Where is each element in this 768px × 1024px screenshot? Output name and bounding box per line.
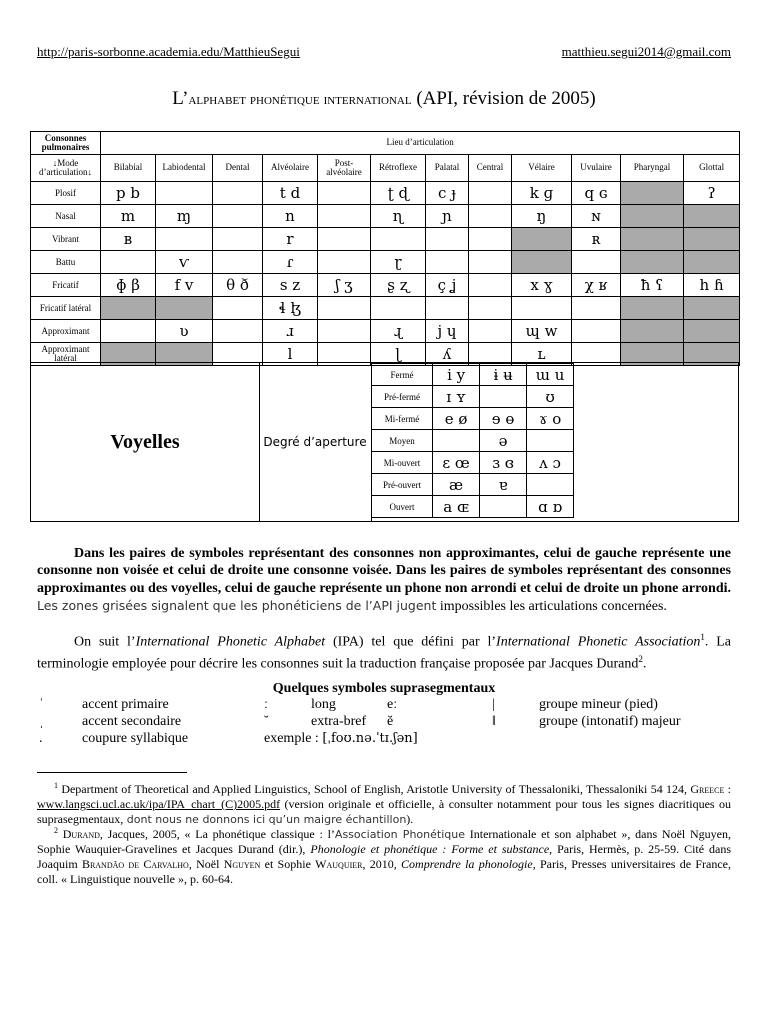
ipa-cell: h ɦ	[684, 274, 740, 297]
ipa-cell	[621, 320, 684, 343]
aperture-level: Ouvert	[372, 496, 433, 518]
ipa-cell: ɸ β	[101, 274, 156, 297]
header-email[interactable]: matthieu.segui2014@gmail.com	[561, 44, 731, 59]
ipa-cell: ɾ	[263, 251, 318, 274]
vowel-blank	[574, 408, 738, 430]
vowel-cell	[527, 474, 574, 496]
place-5: Rétroflexe	[371, 155, 426, 182]
table-corner-label: Consonnes pulmonaires	[31, 132, 101, 155]
aperture-level: Mi-ouvert	[372, 452, 433, 474]
paragraph-1: Dans les paires de symboles représentant des consonnes non approximantes, celui de gauche représente une consonne non voisée et celui de droite une consonne voisée. Dans les paires de symboles représentant des consonnes approximantes ou des voyelles, celui de gauche représente un phone non arrondi et celui de droite un phone arrondi. Les zones grisées signalent que les phonéticiens de l’API jugent impossibles les articulations concernées.	[37, 546, 731, 614]
ipa-cell: ɬ ɮ	[263, 297, 318, 320]
supra-row: ˌ accent secondaire ˘ extra-bref ĕ ‖ groupe (intonatif) majeur	[39, 714, 681, 729]
ipa-cell: c ɟ	[426, 182, 469, 205]
paragraph-2: On suit l’International Phonetic Alphabet (IPA) tel que défini par l’International Phonetic Association$^1$. La terminologie employée pour décrire les consonnes suit la traduction française proposée par Jacques Durand$^2$.	[37, 632, 732, 672]
footnote-separator	[37, 772, 187, 773]
ipa-cell	[318, 228, 371, 251]
footnote-1: $^1$ Department of Theoretical and Applied Linguistics, School of English, Aristotle University of Thessaloniki, Thessaloniki 54 124, Greece : www.langsci.ucl.ac.uk/ipa/IPA_chart_(C)2005.pdf (version originale et officielle, à consulter notamment pour tous les signes diacritiques ou suprasegmentaux, dont nous ne donnons ici qu’un maigre échantillon).	[37, 781, 731, 826]
suprasegmental-title: Quelques symboles suprasegmentaux	[272, 681, 496, 696]
ipa-cell: x ɣ	[512, 274, 572, 297]
ipa-cell	[621, 205, 684, 228]
vowel-cell: ɛ œ	[432, 452, 479, 474]
aperture-level: Pré-fermé	[372, 386, 433, 408]
vowel-cell: ɜ ɞ	[480, 452, 527, 474]
ipa-cell	[318, 320, 371, 343]
ipa-cell	[621, 228, 684, 251]
ipa-cell	[101, 320, 156, 343]
ipa-cell	[213, 297, 263, 320]
vowel-cell: i y	[432, 364, 479, 386]
vowel-cell: ə	[480, 430, 527, 452]
place-6: Palatal	[426, 155, 469, 182]
supra-row: ˈ accent primaire ː long eː | groupe mineur (pied)	[39, 697, 658, 712]
ipa-cell	[684, 251, 740, 274]
aperture-level: Fermé	[372, 364, 433, 386]
place-0: Bilabial	[101, 155, 156, 182]
ipa-cell	[426, 297, 469, 320]
ipa-cell: ç ʝ	[426, 274, 469, 297]
supra-row: . coupure syllabique exemple : [ˌfoʊ.nə.ˈtɪ.ʃən]	[39, 731, 418, 746]
place-4: Post-alvéolaire	[318, 155, 371, 182]
manner-label: Approximant latéral	[31, 343, 101, 366]
ipa-cell	[371, 228, 426, 251]
ipa-cell	[213, 251, 263, 274]
manner-label: Fricatif	[31, 274, 101, 297]
vowel-cell: a ɶ	[432, 496, 479, 518]
ipa-cell: n	[263, 205, 318, 228]
manner-label: Plosif	[31, 182, 101, 205]
ipa-cell: t d	[263, 182, 318, 205]
ipa-cell	[469, 251, 512, 274]
place-11: Glottal	[684, 155, 740, 182]
ipa-cell: ħ ʕ	[621, 274, 684, 297]
ipa-cell	[512, 297, 572, 320]
place-3: Alvéolaire	[263, 155, 318, 182]
ipa-cell: ʈ ɖ	[371, 182, 426, 205]
header-link[interactable]: http://paris-sorbonne.academia.edu/MatthieuSegui	[37, 44, 300, 59]
ipa-cell	[101, 251, 156, 274]
ipa-cell	[469, 320, 512, 343]
ipa-cell: ɲ	[426, 205, 469, 228]
vowel-cell: ɨ ʉ	[480, 364, 527, 386]
ipa-cell	[512, 228, 572, 251]
ipa-cell: ʔ	[684, 182, 740, 205]
ipa-cell	[213, 320, 263, 343]
vowel-blank	[574, 496, 738, 518]
ipa-cell	[371, 297, 426, 320]
ipa-cell	[512, 251, 572, 274]
vowel-section	[30, 362, 739, 522]
vowel-cell: ʊ	[527, 386, 574, 408]
manner-label: Vibrant	[31, 228, 101, 251]
vowel-cell: ʌ ɔ	[527, 452, 574, 474]
ipa-cell	[156, 182, 213, 205]
ipa-cell: ʀ	[572, 228, 621, 251]
aperture-level: Moyen	[372, 430, 433, 452]
ipa-cell: p b	[101, 182, 156, 205]
ipa-cell	[621, 251, 684, 274]
ipa-cell	[213, 228, 263, 251]
ipa-cell: ɳ	[371, 205, 426, 228]
vowel-cell	[432, 430, 479, 452]
ipa-cell: χ ʁ	[572, 274, 621, 297]
ipa-cell: q ɢ	[572, 182, 621, 205]
ipa-cell: ɴ	[572, 205, 621, 228]
ipa-cell: j ɥ	[426, 320, 469, 343]
ipa-cell: k ɡ	[512, 182, 572, 205]
ipa-cell: ʎ	[426, 343, 469, 366]
ipa-cell: ʃ ʒ	[318, 274, 371, 297]
place-10: Pharyngal	[621, 155, 684, 182]
suprasegmental-list	[37, 697, 737, 748]
vowel-blank	[574, 452, 738, 474]
ipa-cell	[156, 228, 213, 251]
ipa-cell: ⱱ	[156, 251, 213, 274]
aperture-level: Pré-ouvert	[372, 474, 433, 496]
ipa-cell	[684, 297, 740, 320]
ipa-cell: r	[263, 228, 318, 251]
ipa-cell	[318, 297, 371, 320]
vowel-cell: ɐ	[480, 474, 527, 496]
ipa-cell: ʙ	[101, 228, 156, 251]
ipa-cell: ŋ	[512, 205, 572, 228]
ipa-cell: f v	[156, 274, 213, 297]
ipa-cell	[621, 182, 684, 205]
ipa-cell	[469, 205, 512, 228]
aperture-label: Degré d’aperture	[259, 363, 372, 521]
ipa-cell	[469, 297, 512, 320]
manner-label: Nasal	[31, 205, 101, 228]
place-9: Uvulaire	[572, 155, 621, 182]
ipa-cell	[684, 320, 740, 343]
ipa-cell: ɹ	[263, 320, 318, 343]
ipa-cell	[318, 251, 371, 274]
vowel-cell: ɯ u	[527, 364, 574, 386]
footnote-link[interactable]: www.langsci.ucl.ac.uk/ipa/IPA_chart_(C)2005.pdf	[37, 797, 281, 811]
ipa-cell	[101, 297, 156, 320]
ipa-cell: ʟ	[512, 343, 572, 366]
ipa-cell: ɻ	[371, 320, 426, 343]
ipa-cell	[213, 182, 263, 205]
ipa-cell	[469, 274, 512, 297]
ipa-cell	[469, 182, 512, 205]
ipa-cell	[684, 205, 740, 228]
ipa-cell	[684, 228, 740, 251]
vowel-cell	[480, 386, 527, 408]
consonant-table	[30, 131, 740, 366]
vowel-table	[371, 363, 738, 518]
ipa-cell	[572, 320, 621, 343]
place-1: Labiodental	[156, 155, 213, 182]
aperture-level: Mi-fermé	[372, 408, 433, 430]
ipa-cell	[426, 251, 469, 274]
ipa-cell: ɽ	[371, 251, 426, 274]
ipa-cell	[213, 205, 263, 228]
ipa-cell	[621, 297, 684, 320]
manner-label: Fricatif latéral	[31, 297, 101, 320]
ipa-cell: ɰ w	[512, 320, 572, 343]
mode-header: ↓Mode d’articulation↓	[31, 155, 101, 182]
ipa-cell	[318, 205, 371, 228]
footnote-2: $^2$ Durand, Jacques, 2005, « La phonétique classique : l’Association Phonétique Internationale et son alphabet », dans Noël Nguyen, Sophie Wauquier-Gravelines et Jacques Durand (dir.), Phonologie et phonétique : Forme et substance, Paris, Hermès, p. 25-59. Cité dans Joaquim Brandão de Carvalho, Noël Nguyen et Sophie Wauquier, 2010, Comprendre la phonologie, Paris, Presses universitaires de France, coll. « Linguistique nouvelle », p. 60-64.	[37, 826, 732, 886]
ipa-cell: m	[101, 205, 156, 228]
vowel-cell: ɪ ʏ	[432, 386, 479, 408]
manner-label: Battu	[31, 251, 101, 274]
ipa-cell: s z	[263, 274, 318, 297]
ipa-cell: l	[263, 343, 318, 366]
place-header: Lieu d’articulation	[101, 132, 740, 155]
ipa-cell	[572, 297, 621, 320]
vowel-blank	[574, 474, 738, 496]
ipa-cell: ɭ	[371, 343, 426, 366]
vowel-blank	[574, 430, 738, 452]
ipa-cell	[572, 251, 621, 274]
ipa-cell	[318, 182, 371, 205]
vowel-blank	[574, 364, 738, 386]
ipa-cell	[469, 228, 512, 251]
vowel-cell: ɘ ɵ	[480, 408, 527, 430]
vowel-blank	[574, 386, 738, 408]
ipa-cell: ʂ ʐ	[371, 274, 426, 297]
vowel-cell: ɤ o	[527, 408, 574, 430]
ipa-cell	[156, 297, 213, 320]
vowel-cell: ɑ ɒ	[527, 496, 574, 518]
place-7: Central	[469, 155, 512, 182]
place-2: Dental	[213, 155, 263, 182]
vowel-cell: e ø	[432, 408, 479, 430]
place-8: Vélaire	[512, 155, 572, 182]
ipa-cell: ʋ	[156, 320, 213, 343]
vowel-cell: æ	[432, 474, 479, 496]
manner-label: Approximant	[31, 320, 101, 343]
vowel-title: Voyelles	[31, 363, 260, 521]
ipa-cell	[426, 228, 469, 251]
ipa-cell: θ ð	[213, 274, 263, 297]
vowel-cell	[527, 430, 574, 452]
page-title: L’alphabet phonétique international (API, révision de 2005)	[172, 88, 596, 109]
ipa-cell: ɱ	[156, 205, 213, 228]
vowel-cell	[480, 496, 527, 518]
